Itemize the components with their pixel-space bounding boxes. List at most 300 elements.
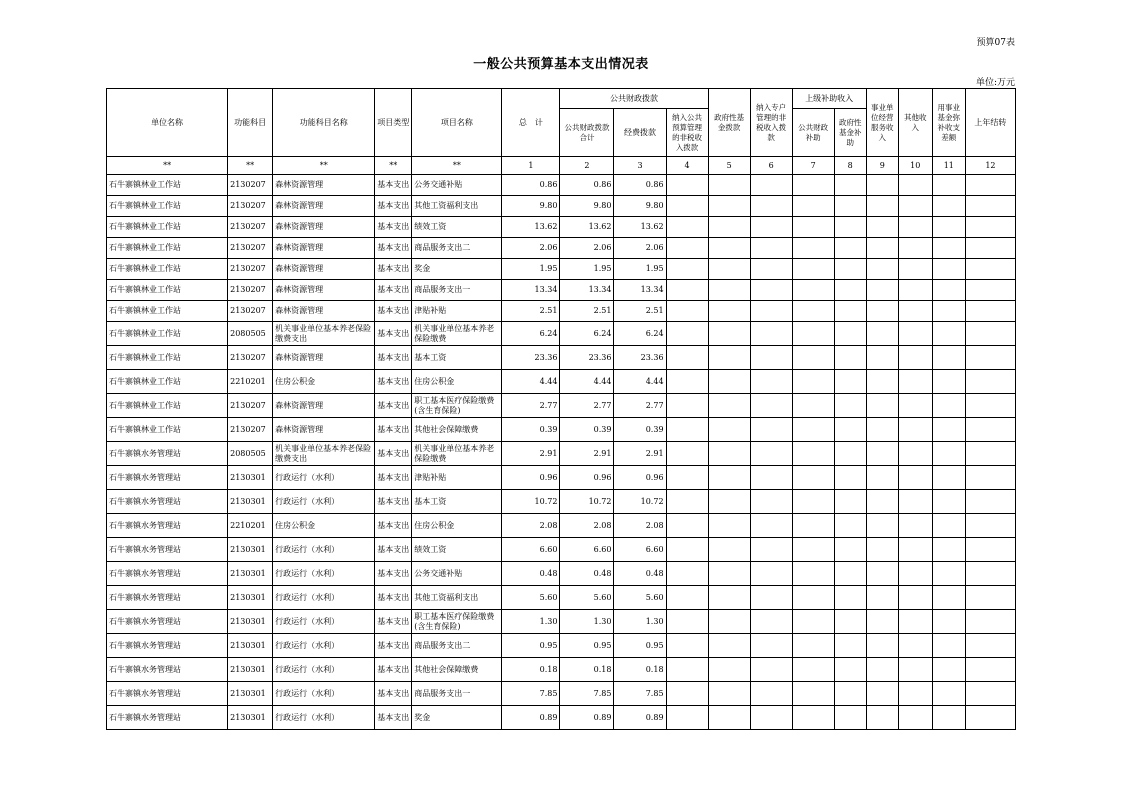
index-cell: 1 <box>502 157 560 175</box>
cell-empty <box>898 706 932 730</box>
form-id: 预算07表 <box>976 38 1015 48</box>
cell-type: 基本支出 <box>375 280 412 301</box>
cell-unit: 石牛寨镇林业工作站 <box>107 322 228 346</box>
header-proj-type: 项目类型 <box>375 89 412 157</box>
cell-total: 13.62 <box>502 217 560 238</box>
cell-empty <box>666 259 708 280</box>
cell-unit: 石牛寨镇水务管理站 <box>107 706 228 730</box>
cell-empty <box>965 682 1015 706</box>
index-cell: 7 <box>792 157 834 175</box>
cell-fname: 行政运行（水利） <box>273 490 375 514</box>
cell-empty <box>750 175 792 196</box>
cell-type: 基本支出 <box>375 196 412 217</box>
cell-empty <box>750 586 792 610</box>
cell-empty <box>932 658 965 682</box>
cell-code: 2080505 <box>228 442 273 466</box>
cell-empty <box>792 706 834 730</box>
cell-fname: 住房公积金 <box>273 514 375 538</box>
table-body <box>107 175 1016 730</box>
cell-empty <box>965 610 1015 634</box>
cell-empty <box>834 514 866 538</box>
cell-pname: 其他工资福利支出 <box>412 196 502 217</box>
cell-empty <box>932 634 965 658</box>
cell-unit: 石牛寨镇林业工作站 <box>107 259 228 280</box>
cell-fname: 森林资源管理 <box>273 196 375 217</box>
cell-empty <box>965 442 1015 466</box>
cell-empty <box>834 682 866 706</box>
cell-empty <box>708 259 750 280</box>
cell-empty <box>965 217 1015 238</box>
cell-exp: 0.96 <box>614 466 666 490</box>
cell-total: 10.72 <box>502 490 560 514</box>
cell-empty <box>932 706 965 730</box>
cell-unit: 石牛寨镇林业工作站 <box>107 175 228 196</box>
cell-empty <box>792 217 834 238</box>
cell-total: 13.34 <box>502 280 560 301</box>
cell-empty <box>792 280 834 301</box>
cell-code: 2130207 <box>228 280 273 301</box>
cell-empty <box>666 706 708 730</box>
cell-pub: 2.08 <box>560 514 614 538</box>
cell-empty <box>898 562 932 586</box>
cell-empty <box>834 346 866 370</box>
cell-empty <box>898 514 932 538</box>
cell-empty <box>792 418 834 442</box>
table-row <box>107 322 1016 346</box>
cell-exp: 6.60 <box>614 538 666 562</box>
cell-code: 2130207 <box>228 259 273 280</box>
cell-empty <box>792 301 834 322</box>
cell-empty <box>708 658 750 682</box>
index-cell: 6 <box>750 157 792 175</box>
table-row <box>107 370 1016 394</box>
cell-empty <box>965 280 1015 301</box>
cell-code: 2130301 <box>228 682 273 706</box>
table-row <box>107 706 1016 730</box>
cell-empty <box>898 301 932 322</box>
cell-empty <box>666 586 708 610</box>
cell-exp: 7.85 <box>614 682 666 706</box>
cell-total: 0.86 <box>502 175 560 196</box>
cell-code: 2130207 <box>228 346 273 370</box>
cell-empty <box>666 280 708 301</box>
cell-pname: 津贴补贴 <box>412 301 502 322</box>
cell-empty <box>708 490 750 514</box>
cell-pname: 商品服务支出二 <box>412 238 502 259</box>
cell-type: 基本支出 <box>375 658 412 682</box>
cell-empty <box>932 322 965 346</box>
cell-empty <box>792 394 834 418</box>
cell-pub: 0.95 <box>560 634 614 658</box>
cell-empty <box>750 706 792 730</box>
cell-unit: 石牛寨镇水务管理站 <box>107 442 228 466</box>
cell-empty <box>750 466 792 490</box>
cell-fname: 森林资源管理 <box>273 418 375 442</box>
cell-code: 2130207 <box>228 238 273 259</box>
cell-empty <box>932 259 965 280</box>
cell-empty <box>750 658 792 682</box>
cell-pname: 住房公积金 <box>412 514 502 538</box>
cell-empty <box>708 175 750 196</box>
cell-empty <box>898 394 932 418</box>
cell-exp: 6.24 <box>614 322 666 346</box>
cell-empty <box>932 610 965 634</box>
cell-exp: 2.06 <box>614 238 666 259</box>
cell-empty <box>866 238 898 259</box>
cell-empty <box>708 370 750 394</box>
cell-empty <box>866 418 898 442</box>
cell-fname: 森林资源管理 <box>273 301 375 322</box>
cell-unit: 石牛寨镇林业工作站 <box>107 418 228 442</box>
cell-exp: 2.51 <box>614 301 666 322</box>
cell-code: 2130301 <box>228 538 273 562</box>
cell-type: 基本支出 <box>375 370 412 394</box>
cell-exp: 1.95 <box>614 259 666 280</box>
cell-empty <box>834 280 866 301</box>
cell-total: 0.18 <box>502 658 560 682</box>
cell-empty <box>866 634 898 658</box>
cell-empty <box>898 442 932 466</box>
cell-type: 基本支出 <box>375 610 412 634</box>
cell-pub: 13.34 <box>560 280 614 301</box>
cell-exp: 2.91 <box>614 442 666 466</box>
cell-empty <box>750 370 792 394</box>
cell-fname: 行政运行（水利） <box>273 682 375 706</box>
cell-empty <box>792 610 834 634</box>
cell-empty <box>898 538 932 562</box>
header-proj-name: 项目名称 <box>412 89 502 157</box>
table-row <box>107 238 1016 259</box>
cell-pub: 13.62 <box>560 217 614 238</box>
cell-empty <box>866 322 898 346</box>
cell-empty <box>666 514 708 538</box>
index-cell: 9 <box>866 157 898 175</box>
cell-type: 基本支出 <box>375 706 412 730</box>
cell-fname: 行政运行（水利） <box>273 562 375 586</box>
cell-empty <box>708 346 750 370</box>
cell-empty <box>708 196 750 217</box>
cell-empty <box>750 682 792 706</box>
cell-pname: 商品服务支出二 <box>412 634 502 658</box>
table-row <box>107 394 1016 418</box>
cell-pub: 10.72 <box>560 490 614 514</box>
index-row <box>107 157 1016 175</box>
cell-unit: 石牛寨镇水务管理站 <box>107 682 228 706</box>
cell-empty <box>708 418 750 442</box>
cell-empty <box>750 562 792 586</box>
cell-empty <box>834 538 866 562</box>
cell-type: 基本支出 <box>375 322 412 346</box>
cell-pub: 0.86 <box>560 175 614 196</box>
cell-unit: 石牛寨镇林业工作站 <box>107 346 228 370</box>
cell-empty <box>866 682 898 706</box>
cell-total: 0.39 <box>502 418 560 442</box>
cell-code: 2130301 <box>228 490 273 514</box>
cell-empty <box>932 682 965 706</box>
cell-empty <box>666 658 708 682</box>
cell-empty <box>932 538 965 562</box>
cell-fname: 森林资源管理 <box>273 238 375 259</box>
unit-label: 单位:万元 <box>975 78 1015 88</box>
cell-type: 基本支出 <box>375 175 412 196</box>
header-last-year: 上年结转 <box>965 89 1015 157</box>
cell-type: 基本支出 <box>375 217 412 238</box>
cell-empty <box>834 634 866 658</box>
cell-fname: 森林资源管理 <box>273 259 375 280</box>
cell-type: 基本支出 <box>375 259 412 280</box>
cell-empty <box>932 490 965 514</box>
cell-empty <box>708 466 750 490</box>
cell-type: 基本支出 <box>375 346 412 370</box>
cell-empty <box>932 175 965 196</box>
cell-type: 基本支出 <box>375 682 412 706</box>
cell-empty <box>792 490 834 514</box>
cell-empty <box>866 466 898 490</box>
table-row <box>107 196 1016 217</box>
cell-empty <box>792 682 834 706</box>
cell-empty <box>866 490 898 514</box>
cell-empty <box>708 217 750 238</box>
cell-empty <box>965 259 1015 280</box>
cell-pname: 绩效工资 <box>412 217 502 238</box>
cell-total: 2.91 <box>502 442 560 466</box>
cell-empty <box>965 196 1015 217</box>
cell-total: 1.95 <box>502 259 560 280</box>
table-row <box>107 634 1016 658</box>
index-cell: ** <box>273 157 375 175</box>
cell-empty <box>750 238 792 259</box>
cell-empty <box>792 586 834 610</box>
cell-exp: 0.86 <box>614 175 666 196</box>
cell-empty <box>898 280 932 301</box>
cell-pub: 2.91 <box>560 442 614 466</box>
cell-code: 2130207 <box>228 175 273 196</box>
cell-total: 7.85 <box>502 682 560 706</box>
cell-code: 2130301 <box>228 658 273 682</box>
cell-empty <box>834 370 866 394</box>
header-upper-sub: 上级补助收入 <box>792 89 866 109</box>
cell-exp: 0.48 <box>614 562 666 586</box>
cell-empty <box>898 370 932 394</box>
cell-empty <box>666 562 708 586</box>
cell-unit: 石牛寨镇林业工作站 <box>107 238 228 259</box>
header-public-fiscal: 公共财政拨款 <box>560 89 708 109</box>
cell-empty <box>708 538 750 562</box>
budget-table <box>106 88 1016 730</box>
table-row <box>107 586 1016 610</box>
cell-empty <box>708 280 750 301</box>
header-nontax: 纳入公共预算管理的非税收入拨款 <box>666 109 708 157</box>
cell-empty <box>866 196 898 217</box>
table-row <box>107 259 1016 280</box>
cell-pname: 其他工资福利支出 <box>412 586 502 610</box>
cell-type: 基本支出 <box>375 490 412 514</box>
header-total: 总 计 <box>502 89 560 157</box>
index-cell: ** <box>107 157 228 175</box>
header-unit-name: 单位名称 <box>107 89 228 157</box>
cell-exp: 0.89 <box>614 706 666 730</box>
cell-unit: 石牛寨镇林业工作站 <box>107 394 228 418</box>
cell-empty <box>666 442 708 466</box>
cell-unit: 石牛寨镇水务管理站 <box>107 466 228 490</box>
cell-unit: 石牛寨镇林业工作站 <box>107 301 228 322</box>
cell-pname: 机关事业单位基本养老保险缴费 <box>412 322 502 346</box>
cell-pname: 公务交通补贴 <box>412 175 502 196</box>
cell-empty <box>834 238 866 259</box>
cell-empty <box>750 418 792 442</box>
cell-fname: 机关事业单位基本养老保险缴费支出 <box>273 442 375 466</box>
cell-empty <box>750 196 792 217</box>
cell-empty <box>932 562 965 586</box>
cell-pname: 其他社会保障缴费 <box>412 418 502 442</box>
cell-pname: 公务交通补贴 <box>412 562 502 586</box>
cell-empty <box>898 346 932 370</box>
cell-pub: 6.24 <box>560 322 614 346</box>
cell-empty <box>834 562 866 586</box>
cell-code: 2130207 <box>228 418 273 442</box>
cell-exp: 10.72 <box>614 490 666 514</box>
cell-empty <box>866 610 898 634</box>
cell-exp: 2.77 <box>614 394 666 418</box>
cell-empty <box>666 238 708 259</box>
cell-code: 2210201 <box>228 370 273 394</box>
cell-type: 基本支出 <box>375 562 412 586</box>
cell-empty <box>792 370 834 394</box>
cell-empty <box>898 196 932 217</box>
index-cell: 12 <box>965 157 1015 175</box>
cell-empty <box>965 514 1015 538</box>
cell-unit: 石牛寨镇水务管理站 <box>107 538 228 562</box>
index-cell: 10 <box>898 157 932 175</box>
cell-pname: 住房公积金 <box>412 370 502 394</box>
cell-empty <box>666 196 708 217</box>
cell-empty <box>750 217 792 238</box>
cell-empty <box>792 322 834 346</box>
cell-empty <box>965 538 1015 562</box>
cell-empty <box>932 370 965 394</box>
cell-empty <box>866 301 898 322</box>
cell-code: 2130301 <box>228 706 273 730</box>
cell-empty <box>792 466 834 490</box>
table-row <box>107 490 1016 514</box>
cell-fname: 行政运行（水利） <box>273 466 375 490</box>
cell-empty <box>834 490 866 514</box>
cell-pub: 7.85 <box>560 682 614 706</box>
cell-empty <box>965 346 1015 370</box>
header-other-income: 其他收入 <box>898 89 932 157</box>
cell-empty <box>792 538 834 562</box>
cell-fname: 住房公积金 <box>273 370 375 394</box>
cell-pub: 0.39 <box>560 418 614 442</box>
cell-empty <box>750 280 792 301</box>
cell-empty <box>708 301 750 322</box>
cell-empty <box>666 322 708 346</box>
index-cell: 4 <box>666 157 708 175</box>
header-public-total: 公共财政拨款合计 <box>560 109 614 157</box>
cell-empty <box>866 586 898 610</box>
cell-type: 基本支出 <box>375 514 412 538</box>
cell-code: 2130301 <box>228 466 273 490</box>
cell-code: 2130207 <box>228 217 273 238</box>
cell-empty <box>898 418 932 442</box>
cell-empty <box>666 301 708 322</box>
cell-empty <box>750 394 792 418</box>
cell-code: 2130301 <box>228 586 273 610</box>
cell-empty <box>708 682 750 706</box>
cell-empty <box>965 586 1015 610</box>
cell-pname: 职工基本医疗保险缴费(含生育保险) <box>412 394 502 418</box>
cell-total: 0.95 <box>502 634 560 658</box>
cell-pname: 其他社会保障缴费 <box>412 658 502 682</box>
cell-empty <box>750 322 792 346</box>
cell-code: 2130301 <box>228 562 273 586</box>
index-cell: ** <box>228 157 273 175</box>
cell-empty <box>898 490 932 514</box>
cell-empty <box>792 259 834 280</box>
index-cell: 5 <box>708 157 750 175</box>
cell-empty <box>898 259 932 280</box>
cell-code: 2130207 <box>228 196 273 217</box>
cell-fname: 森林资源管理 <box>273 217 375 238</box>
cell-pname: 奖金 <box>412 706 502 730</box>
table-row <box>107 538 1016 562</box>
cell-type: 基本支出 <box>375 586 412 610</box>
cell-empty <box>898 658 932 682</box>
cell-type: 基本支出 <box>375 238 412 259</box>
cell-empty <box>866 562 898 586</box>
cell-unit: 石牛寨镇水务管理站 <box>107 586 228 610</box>
cell-empty <box>708 442 750 466</box>
table-row <box>107 562 1016 586</box>
cell-empty <box>898 610 932 634</box>
table-row <box>107 175 1016 196</box>
header-upper-public: 公共财政补助 <box>792 109 834 157</box>
cell-empty <box>898 586 932 610</box>
cell-code: 2130301 <box>228 634 273 658</box>
cell-empty <box>666 175 708 196</box>
cell-fname: 行政运行（水利） <box>273 610 375 634</box>
cell-exp: 23.36 <box>614 346 666 370</box>
cell-empty <box>965 322 1015 346</box>
cell-empty <box>834 217 866 238</box>
cell-empty <box>932 346 965 370</box>
cell-empty <box>866 658 898 682</box>
cell-empty <box>750 259 792 280</box>
cell-empty <box>866 217 898 238</box>
cell-empty <box>708 634 750 658</box>
cell-empty <box>750 301 792 322</box>
cell-empty <box>866 514 898 538</box>
header-expense: 经费拨款 <box>614 109 666 157</box>
cell-empty <box>932 514 965 538</box>
cell-empty <box>792 175 834 196</box>
cell-exp: 9.80 <box>614 196 666 217</box>
cell-pname: 职工基本医疗保险缴费(含生育保险) <box>412 610 502 634</box>
cell-empty <box>666 418 708 442</box>
cell-type: 基本支出 <box>375 538 412 562</box>
cell-pname: 商品服务支出一 <box>412 280 502 301</box>
cell-type: 基本支出 <box>375 394 412 418</box>
cell-total: 0.48 <box>502 562 560 586</box>
cell-empty <box>834 259 866 280</box>
cell-fname: 行政运行（水利） <box>273 658 375 682</box>
cell-empty <box>834 658 866 682</box>
cell-pub: 2.06 <box>560 238 614 259</box>
cell-code: 2080505 <box>228 322 273 346</box>
cell-empty <box>965 301 1015 322</box>
cell-empty <box>932 418 965 442</box>
cell-total: 6.24 <box>502 322 560 346</box>
